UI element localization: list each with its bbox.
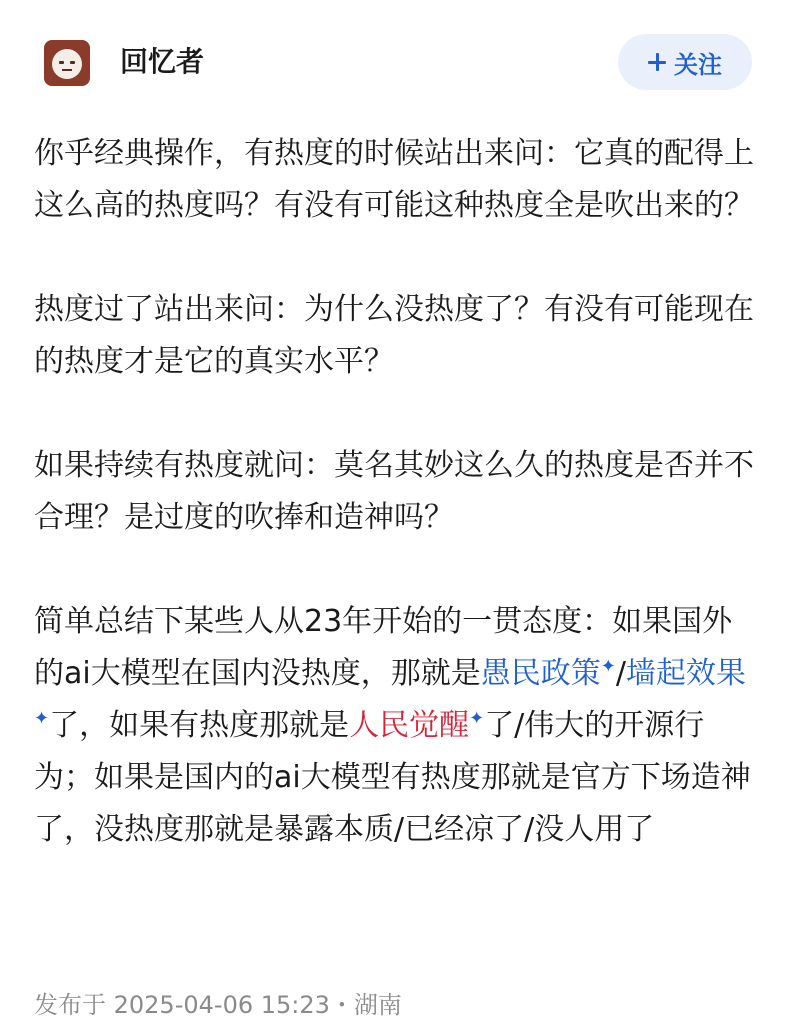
post-meta: 发布于 2025-04-06 15:23・湖南 [34,991,402,1019]
username[interactable]: 回忆者 [120,45,205,78]
paragraph-4-text-4: 了/伟大的开源行为；如果是国内的ai大模型有热度那就是官方下场造神了，没热度那就是暴露本质/已经凉了/没人用了 [34,708,751,847]
follow-button[interactable] [618,34,752,90]
sparkle-icon: ✦ [469,708,485,729]
sparkle-icon: ✦ [34,708,50,729]
user-avatar[interactable] [44,40,90,86]
paragraph-1: 你乎经典操作，有热度的时候站出来问：它真的配得上这么高的热度吗？有没有可能这种热度全是吹出来的？ [34,136,754,223]
post-content [34,128,754,856]
avatar-face-icon [52,49,82,79]
paragraph-2: 热度过了站出来问：为什么没热度了？有没有可能现在的热度才是它的真实水平？ [34,292,754,379]
paragraph-4 [34,596,754,856]
plus-icon [648,53,666,71]
keyword-link-2[interactable]: 墙起效果✦ [34,656,746,729]
keyword-link-1[interactable]: 愚民政策✦ [480,656,616,691]
paragraph-4-text-3: 了，如果有热度那就是 [49,708,350,743]
paragraph-3: 如果持续有热度就问：莫名其妙这么久的热度是否并不合理？是过度的吹捧和造神吗？ [34,448,754,535]
keyword-link-3[interactable]: 人民觉醒✦ [349,708,485,743]
paragraph-4-text-2: / [615,656,626,691]
sparkle-icon: ✦ [600,656,616,677]
follow-label: 关注 [674,50,722,79]
post-header [0,0,786,120]
paragraph-4-text-1: 简单总结下某些人从23年开始的一贯态度：如果国外的ai大模型在国内没热度，那就是 [34,604,733,691]
